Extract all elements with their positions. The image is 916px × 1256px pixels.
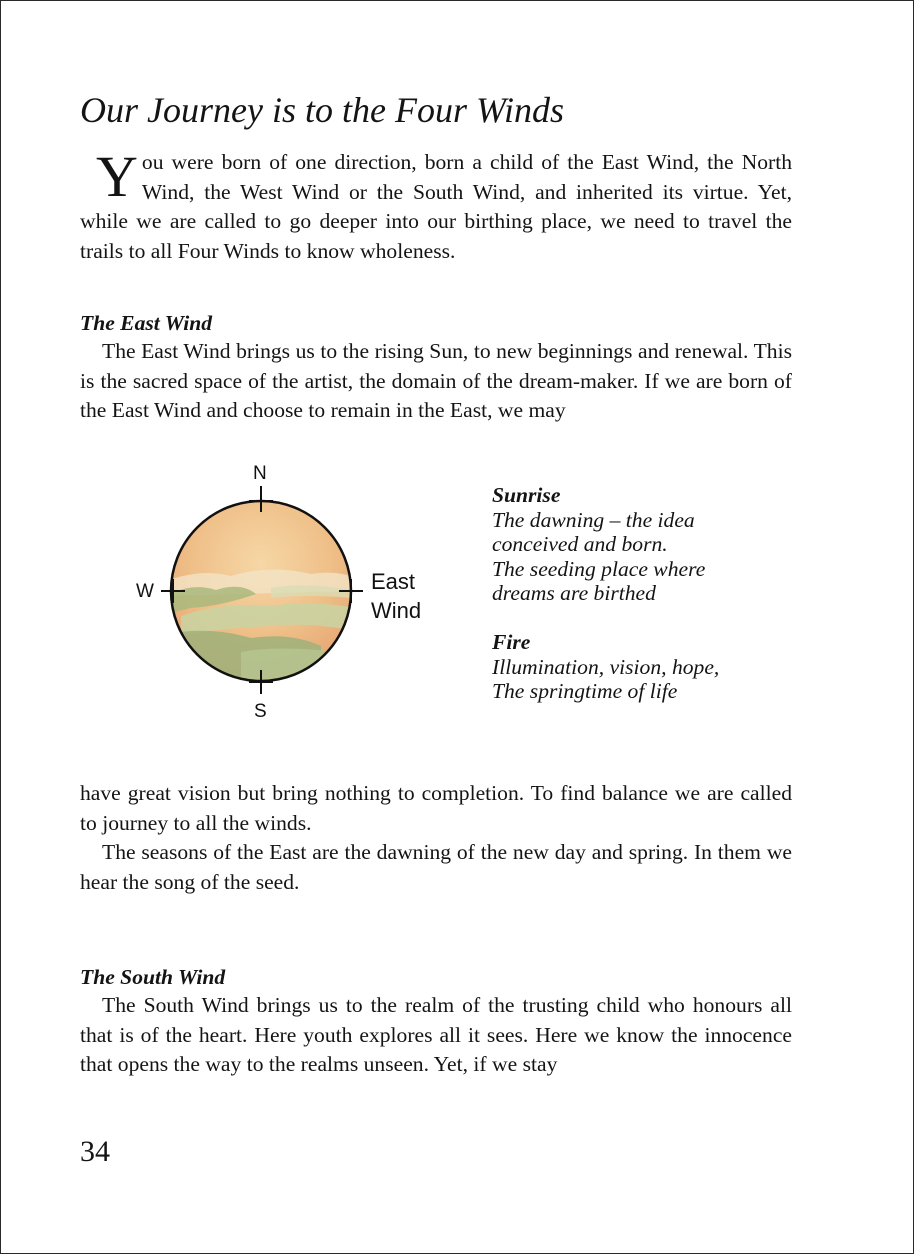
page-number: 34 [80, 1135, 110, 1168]
sunrise-line: conceived and born. [492, 532, 668, 557]
fire-line: The springtime of life [492, 679, 678, 704]
sunrise-title: Sunrise [492, 483, 561, 507]
west-label: W [136, 581, 154, 602]
east-wind-text-1: The East Wind brings us to the rising Sun, to new beginnings and renewal. This is the sacred space of the artist, the domain of the dream-maker. If we are born of the East Wind and choose to remain in the East, we may [80, 339, 792, 423]
east-wind-figure [121, 456, 451, 726]
east-wind-label-line-2: Wind [371, 598, 422, 623]
east-wind-label-line-1: East [371, 569, 416, 594]
south-label: S [254, 701, 267, 722]
south-wind-heading: The South Wind [80, 965, 226, 989]
drop-cap: Y [96, 144, 138, 209]
north-label: N [253, 463, 267, 484]
sunrise-line: The dawning – the idea [492, 507, 695, 532]
east-wind-heading: The East Wind [80, 311, 212, 335]
intro-text: ou were born of one direction, born a child of the East Wind, the North Wind, the West Wind or the South Wind, and inherited its virtue. Yet, while we are called to go deeper into our birthing place, we need to travel the trails to all Four Winds to know wholeness. [80, 150, 792, 263]
south-wind-text-1: The South Wind brings us to the realm of the trusting child who honours all that is of the heart. Here youth explores all it sees. Here we know the innocence that opens the way to the realms unseen. Yet, if we stay [80, 993, 792, 1077]
intro-paragraph [80, 144, 792, 266]
sunrise-line: The seeding place where [492, 556, 706, 581]
legend-spacer [492, 606, 792, 630]
east-wind-text-3: The seasons of the East are the dawning of the new day and spring. In them we hear the song of the seed. [80, 840, 792, 894]
east-wind-label [371, 567, 421, 625]
south-wind-paragraph-1 [80, 991, 792, 1080]
east-wind-paragraph-2 [80, 779, 792, 897]
east-wind-legend [492, 483, 792, 704]
fire-line: Illumination, vision, hope, [492, 654, 720, 679]
sunrise-line: dreams are birthed [492, 581, 656, 606]
fire-title: Fire [492, 629, 531, 654]
page-title: Our Journey is to the Four Winds [80, 90, 564, 130]
east-wind-paragraph-1 [80, 337, 792, 426]
east-wind-text-2: have great vision but bring nothing to completion. To find balance we are called to journey to all the winds. [80, 781, 792, 835]
